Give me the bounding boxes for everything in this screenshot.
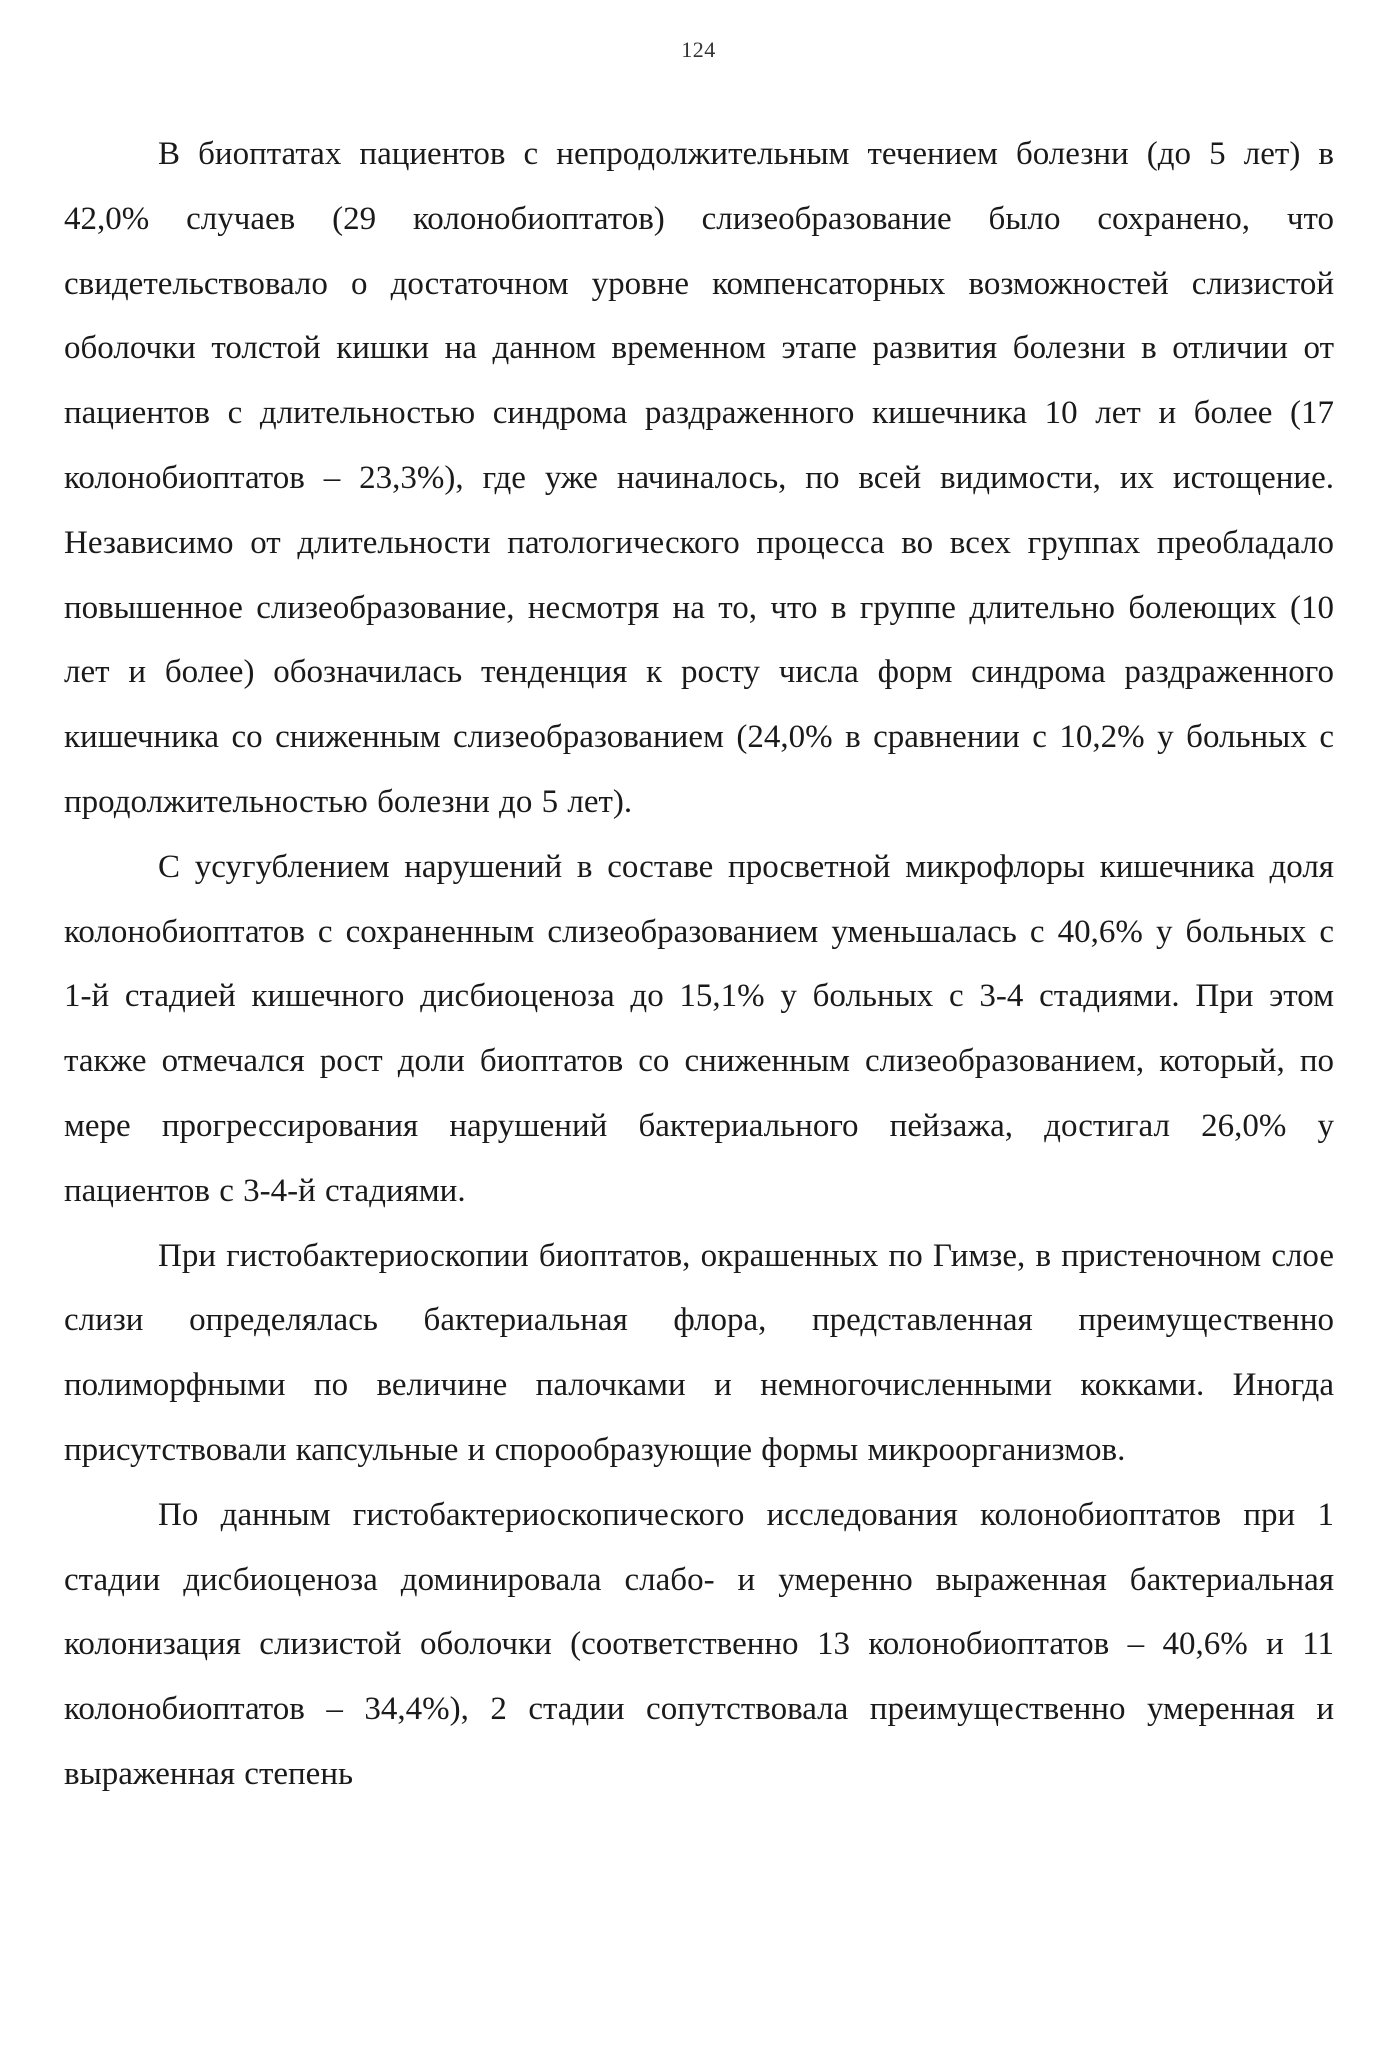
- body-text: [64, 122, 1334, 1807]
- paragraph-colonization-degree: По данным гистобактериоскопического исследования колонобиоптатов при 1 стадии дисбиоценоза доминировала слабо- и умеренно выраженная бактериальная колонизация слизистой оболочки (соответственно 13 колонобиоптатов – 40,6% и 11 колонобиоптатов – 34,4%), 2 стадии сопутствовала преимущественно умеренная и выраженная степень: [64, 1496, 1334, 1792]
- paragraph-giemsa-bacterioscopy: При гистобактериоскопии биоптатов, окрашенных по Гимзе, в пристеночном слое слизи определялась бактериальная флора, представленная преимущественно полиморфными по величине палочками и немногочисленными кокками. Иногда присутствовали капсульные и спорообразующие формы микроорганизмов.: [64, 1237, 1334, 1468]
- paragraph-microflora-stages: С усугублением нарушений в составе просветной микрофлоры кишечника доля колонобиоптатов с сохраненным слизеобразованием уменьшалась с 40,6% у больных с 1-й стадией кишечного дисбиоценоза до 15,1% у больных с 3-4 стадиями. При этом также отмечался рост доли биоптатов со сниженным слизеобразованием, который, по мере прогрессирования нарушений бактериального пейзажа, достигал 26,0% у пациентов с 3-4-й стадиями.: [64, 848, 1334, 1209]
- paragraph-mucus-duration: В биоптатах пациентов с непродолжительным течением болезни (до 5 лет) в 42,0% случаев (29 колонобиоптатов) слизеобразование было сохранено, что свидетельствовало о достаточном уровне компенсаторных возможностей слизистой оболочки толстой кишки на данном временном этапе развития болезни в отличии от пациентов с длительностью синдрома раздраженного кишечника 10 лет и более (17 колонобиоптатов – 23,3%), где уже начиналось, по всей видимости, их истощение. Независимо от длительности патологического процесса во всех группах преобладало повышенное слизеобразование, несмотря на то, что в группе длительно болеющих (10 лет и более) обозначилась тенденция к росту числа форм синдрома раздраженного кишечника со сниженным слизеобразованием (24,0% в сравнении с 10,2% у больных с продолжительностью болезни до 5 лет).: [64, 136, 1334, 820]
- page-number: 124: [681, 37, 716, 62]
